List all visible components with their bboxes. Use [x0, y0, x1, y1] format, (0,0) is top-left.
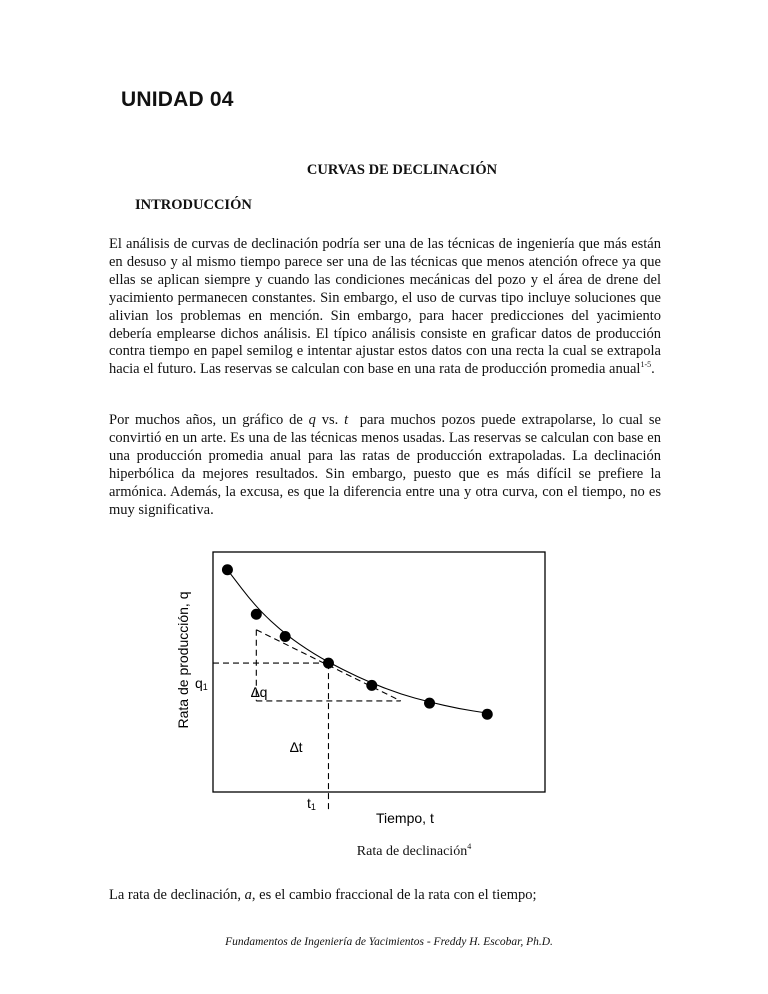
- reference-marker: 1-5: [640, 360, 652, 370]
- y-axis-label: Rata de producción, q: [175, 591, 191, 729]
- plot-frame: [213, 552, 545, 792]
- data-point-4: [323, 658, 334, 669]
- unit-title: UNIDAD 04: [121, 88, 234, 111]
- variable-t: t: [344, 412, 349, 428]
- x-axis-label: Tiempo, t: [376, 810, 434, 826]
- definition-text-2: , es el cambio fraccional de la rata con el tiempo;: [251, 887, 537, 903]
- section-title: INTRODUCCIÓN: [135, 197, 252, 213]
- figure-caption-text: Rata de declinación: [356, 844, 468, 859]
- data-point-2: [251, 609, 262, 620]
- definition-text-1: La rata de declinación,: [109, 887, 245, 903]
- variable-q: q: [308, 412, 316, 428]
- data-point-1: [222, 564, 233, 575]
- paragraph-history-text-2: vs.: [315, 412, 345, 428]
- figure-caption: [0, 844, 768, 860]
- paragraph-history-text-1: Por muchos años, un gráfico de: [109, 412, 309, 428]
- page-footer: Fundamentos de Ingeniería de Yacimientos - Freddy H. Escobar, Ph.D.: [225, 936, 553, 948]
- variable-a: a: [244, 887, 252, 903]
- decline-rate-definition: [109, 887, 537, 904]
- data-point-6: [424, 698, 435, 709]
- figure-caption-ref: 4: [467, 842, 472, 851]
- t1-label: t1: [307, 795, 316, 812]
- paragraph-intro-end: .: [651, 361, 655, 378]
- data-point-5: [366, 680, 377, 691]
- paragraph-history-text-3: para muchos pozos puede extrapolarse, lo cual se convirtió en un arte. Es una de las técnicas menos usadas. Las reservas se calculan con base en una producción promedia anual para las ratas de producción extrapoladas. La declinación hiperbólica da mejores resultados. Sin embargo, puesto que es más difícil se prefiere la armónica. Además, la excusa, es que la diferencia entre una y otra curva, con el tiempo, no es muy significativa.: [109, 412, 665, 518]
- delta-q-label: ∆q: [251, 684, 268, 700]
- q1-label: q1: [195, 675, 208, 692]
- data-point-3: [280, 631, 291, 642]
- delta-t-label: ∆t: [290, 739, 303, 755]
- data-point-7: [482, 709, 493, 720]
- chapter-title: CURVAS DE DECLINACIÓN: [306, 162, 498, 178]
- paragraph-intro-text: El análisis de curvas de declinación podría ser una de las técnicas de ingeniería que más están en desuso y al mismo tiempo parece ser una de las técnicas que menos atención ofrece ya que ellas se aplican siempre y cuando las condiciones mecánicas del pozo y el área de drene del yacimiento permanecen constantes. Sin embargo, el uso de curvas tipo incluye soluciones que alivian los problemas en mención. Sin embargo, para hacer predicciones del yacimiento debería emplearse dichos análisis. El típico análisis consiste en graficar datos de producción contra tiempo en papel semilog e intentar ajustar estos datos con una recta la cual se extrapola hacia el futuro. Las reservas se calculan con base en una rata de producción promedia anual: [109, 236, 661, 378]
